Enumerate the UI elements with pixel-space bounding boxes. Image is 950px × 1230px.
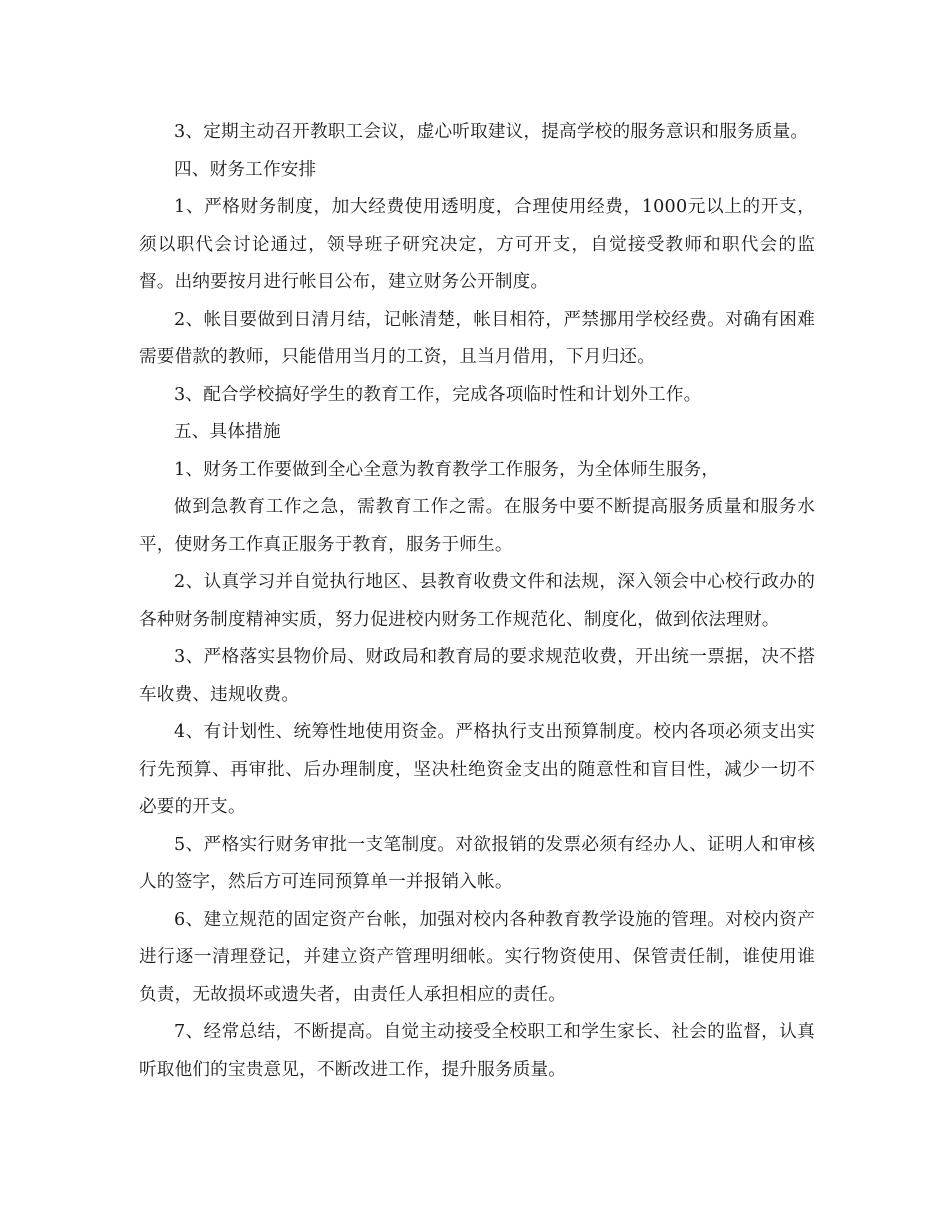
paragraph-measure-7: 7、经常总结，不断提高。自觉主动接受全校职工和学生家长、社会的监督，认真听取他们的宝贵意见，不断改进工作，提升服务质量。 xyxy=(139,1022,815,1080)
document-body xyxy=(139,114,815,1089)
paragraph-finance-system: 1、严格财务制度，加大经费使用透明度，合理使用经费，1000元以上的开支，须以职代会讨论通过，领导班子研究决定，方可开支，自觉接受教师和职代会的监督。出纳要按月进行帐目公布，建立财务公开制度。 xyxy=(139,197,815,292)
section-heading-finance-arrangement: 四、财务工作安排 xyxy=(174,159,317,180)
paragraph-accounts-daily: 2、帐目要做到日清月结，记帐清楚，帐目相符，严禁挪用学校经费。对确有困难需要借款的教师，只能借用当月的工资，且当月借用，下月归还。 xyxy=(139,309,815,367)
paragraph-measure-1: 1、财务工作要做到全心全意为教育教学工作服务，为全体师生服务， xyxy=(174,459,720,480)
paragraph-measure-3: 3、严格落实县物价局、财政局和教育局的要求规范收费，开出统一票据，决不搭车收费、违规收费。 xyxy=(139,647,815,705)
paragraph-measure-5: 5、严格实行财务审批一支笔制度。对欲报销的发票必须有经办人、证明人和审核人的签字，然后方可连同预算单一并报销入帐。 xyxy=(139,834,815,892)
paragraph-measure-2: 2、认真学习并自觉执行地区、县教育收费文件和法规，深入领会中心校行政办的各种财务制度精神实质，努力促进校内财务工作规范化、制度化，做到依法理财。 xyxy=(139,572,815,630)
paragraph-measure-6: 6、建立规范的固定资产台帐，加强对校内各种教育教学设施的管理。对校内资产进行逐一清理登记，并建立资产管理明细帐。实行物资使用、保管责任制，谁使用谁负责，无故损坏或遗失者，由责任人承担相应的责任。 xyxy=(139,909,815,1005)
paragraph-service-meeting: 3、定期主动召开教职工会议，虚心听取建议，提高学校的服务意识和服务质量。 xyxy=(174,122,809,142)
paragraph-measure-1-cont: 做到急教育工作之急，需教育工作之需。在服务中要不断提高服务质量和服务水平，使财务工作真正服务于教育，服务于师生。 xyxy=(139,497,815,555)
paragraph-measure-4: 4、有计划性、统筹性地使用资金。严格执行支出预算制度。校内各项必须支出实行先预算、再审批、后办理制度，坚决杜绝资金支出的随意性和盲目性，减少一切不必要的开支。 xyxy=(139,722,815,817)
section-heading-measures: 五、具体措施 xyxy=(174,422,281,442)
paragraph-student-education: 3、配合学校搞好学生的教育工作，完成各项临时性和计划外工作。 xyxy=(174,384,702,405)
